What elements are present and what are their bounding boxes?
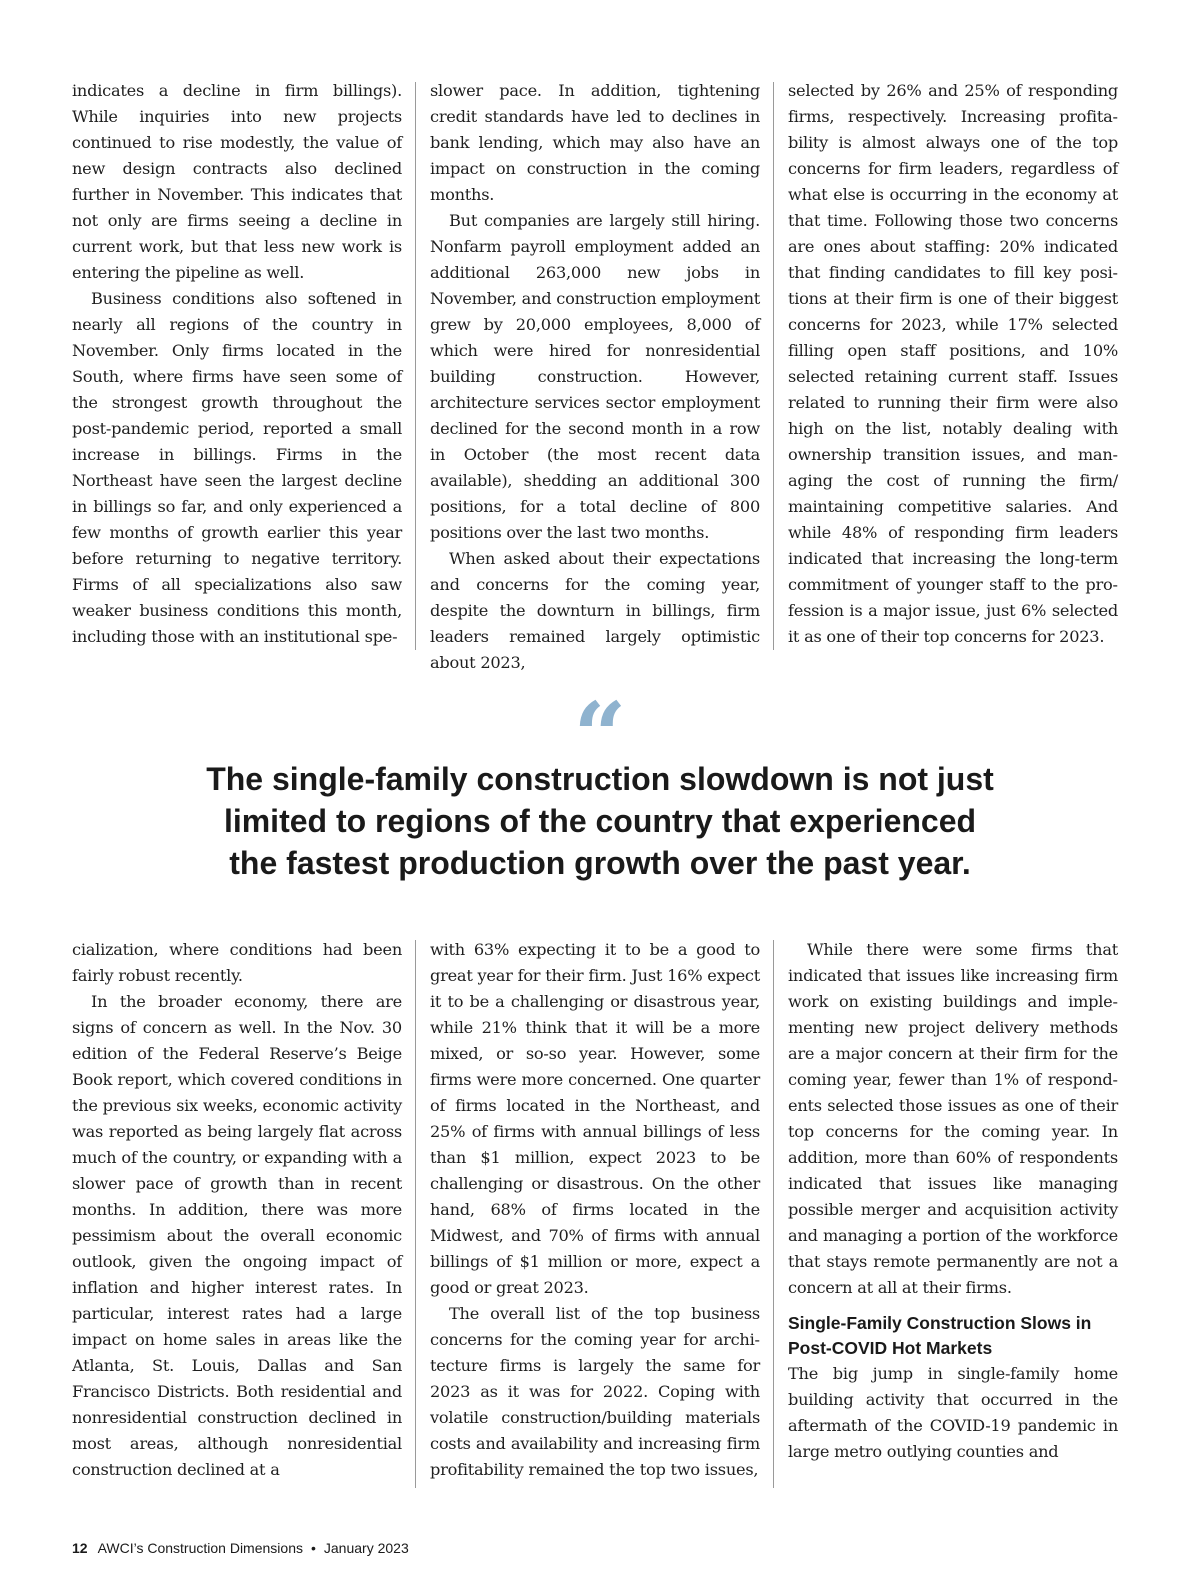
column-divider — [415, 82, 416, 650]
bottom-column-3 — [788, 937, 1118, 1465]
paragraph: slower pace. In addition, tightening credit standards have led to declines in bank lending, which may also have an impact on construction in the coming months. — [430, 81, 760, 204]
paragraph: indicates a decline in firm billings). While inquiries into new projects continued to rise modestly, the value of new design contracts also declined further in November. This indicates that not only are firms seeing a decline in current work, but that less new work is entering the pipeline as well. — [72, 81, 402, 282]
paragraph: The big jump in single-family home building activity that occurred in the aftermath of the COVID-19 pandemic in large metro outlying counties and — [788, 1364, 1118, 1461]
paragraph: selected by 26% and 25% of responding firms, respectively. Increasing profitability is almost always one of the top concerns for firm leaders, regardless of what else is occurring in the economy at that time. Following those two concerns are ones about staffing: 20% indicated that finding candidates to fill key positions at their firm is one of their biggest concerns for 2023, while 17% selected filling open staff positions, and 10% selected retaining current staff. Issues related to running their firm were also high on the list, notably dealing with ownership transition issues, and managing the cost of running the firm/ maintaining competitive salaries. And while 48% of responding firm leaders indicated that increasing the long-term commitment of younger staff to the profession is a major issue, just 6% selected it as one of their top concerns for 2023. — [788, 81, 1118, 646]
quote-mark-icon: “ — [573, 682, 627, 790]
paragraph: In the broader economy, there are signs of concern as well. In the Nov. 30 edition of the Federal Reserve’s Beige Book report, which covered conditions in the previous six weeks, economic activity was reported as being largely flat across much of the country, or expanding with a slower pace of growth than in recent months. In addition, there was more pessimism about the overall economic outlook, given the ongoing impact of inflation and higher interest rates. In particular, interest rates had a large impact on home sales in areas like the Atlanta, St. Louis, Dallas and San Francisco Districts. Both residential and nonresidential construction declined in most areas, although nonresidential construction declined at a — [72, 992, 402, 1479]
paragraph: The overall list of the top business concerns for the coming year for architecture firms is largely the same for 2023 as it was for 2022. Coping with volatile construction/building materials costs and availability and increasing firm profitability remained the top two issues, — [430, 1304, 760, 1479]
page-footer — [72, 1540, 409, 1556]
bottom-column-2 — [430, 937, 760, 1483]
section-subhead: Single-Family Construction Slows in Post-COVID Hot Markets — [788, 1313, 1092, 1358]
issue-date: January 2023 — [323, 1540, 409, 1556]
page-number: 12 — [72, 1540, 88, 1556]
top-column-3 — [788, 78, 1118, 650]
paragraph: with 63% expecting it to be a good to great year for their firm. Just 16% expect it to be a challenging or disastrous year, while 21% think that it will be a more mixed, or so-so year. However, some firms were more concerned. One quarter of firms located in the Northeast, and 25% of firms with annual billings of less than $1 million, expect 2023 to be challenging or disastrous. On the other hand, 68% of firms located in the Midwest, and 70% of firms with annual billings of $1 million or more, expect a good or great 2023. — [430, 940, 760, 1297]
pull-quote-line: limited to regions of the country that experienced — [223, 803, 977, 839]
footer-separator: • — [310, 1540, 316, 1556]
column-divider — [415, 940, 416, 1488]
column-divider — [773, 82, 774, 650]
paragraph: But companies are largely still hiring. Nonfarm payroll employment added an additional 263,000 new jobs in November, and construction employment grew by 20,000 employees, 8,000 of which were hired for nonresidential building construction. However, architecture services sector employment declined for the second month in a row in October (the most recent data available), shedding an additional 300 positions, for a total decline of 800 positions over the last two months. — [430, 211, 761, 542]
paragraph: When asked about their expectations and concerns for the coming year, despite the downturn in billings, firm leaders remained largely optimistic about 2023, — [430, 549, 760, 672]
pull-quote — [100, 758, 1100, 884]
paragraph: cialization, where conditions had been fairly robust recently. — [72, 940, 402, 985]
top-column-1 — [72, 78, 402, 650]
column-divider — [773, 940, 774, 1488]
paragraph: Business conditions also softened in nearly all regions of the country in November. Only firms located in the South, where firms have seen some of the strongest growth throughout the post-pandemic period, reported a small increase in billings. Firms in the Northeast have seen the largest decline in billings so far, and only experienced a few months of growth earlier this year before returning to negative territory. Firms of all specializations also saw weaker business conditions this month, including those with an institutional spe- — [72, 289, 402, 646]
pull-quote-line: The single-family construction slowdown is not just — [206, 761, 994, 797]
pull-quote-line: the fastest production growth over the past year. — [229, 845, 971, 881]
paragraph: While there were some firms that indicated that issues like increasing firm work on existing buildings and implementing new project delivery methods are a major concern at their firm for the coming year, fewer than 1% of respondents selected those issues as one of their top concerns for the coming year. In addition, more than 60% of respondents indicated that issues like managing possible merger and acquisition activity and managing a portion of the workforce that stays remote permanently are not a concern at all at their firms. — [788, 940, 1118, 1297]
bottom-column-1 — [72, 937, 402, 1483]
publication-name: AWCI’s Construction Dimensions — [97, 1540, 303, 1556]
top-column-2 — [430, 78, 760, 676]
